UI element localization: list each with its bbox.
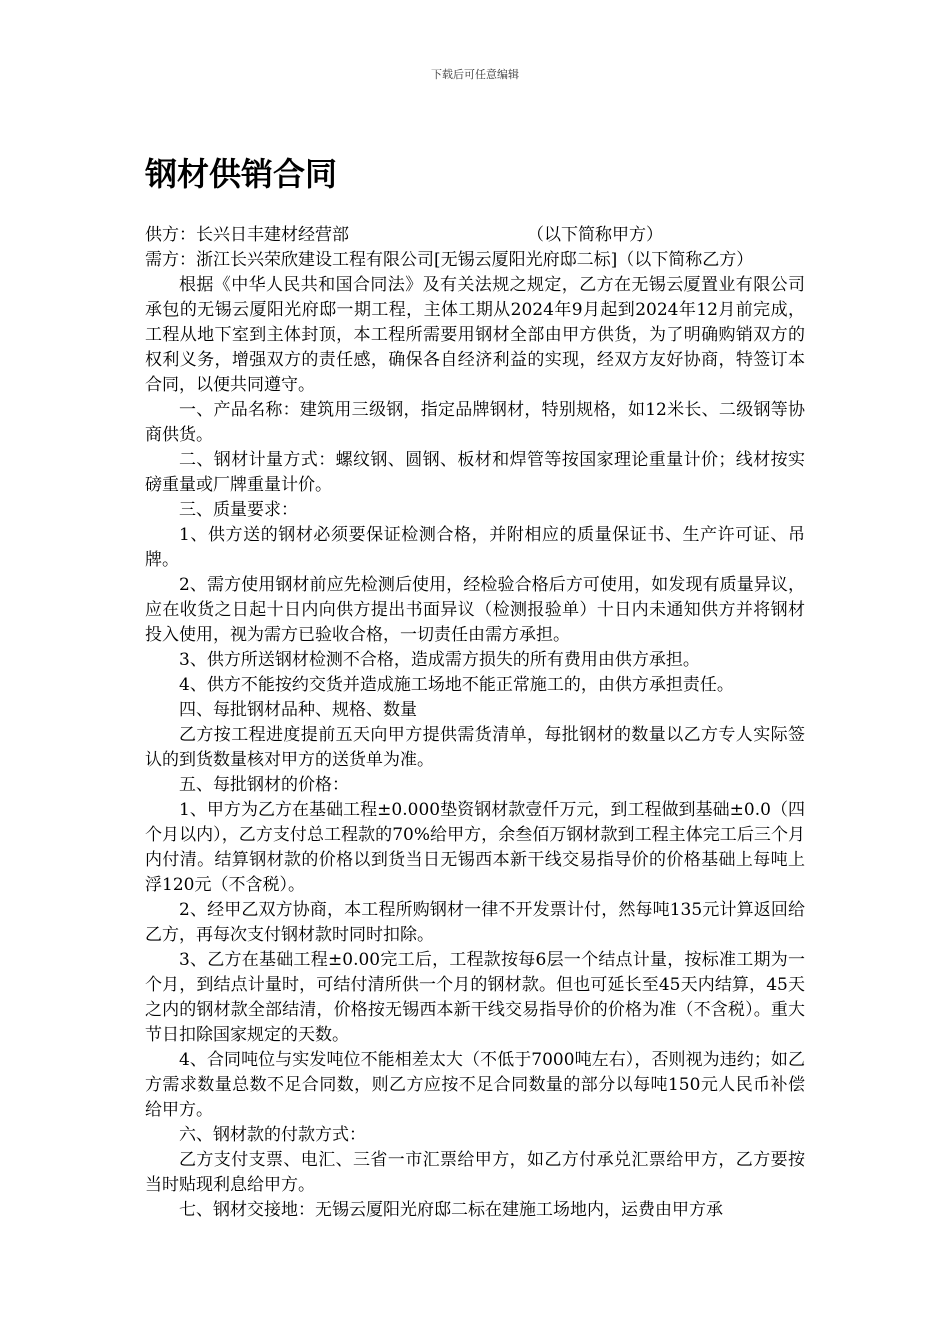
supplier-name: 供方：长兴日丰建材经营部 [145,225,349,245]
supplier-line [145,223,805,248]
clause-quality-heading: 三、质量要求： [179,500,298,520]
preamble-paragraph: 根据《中华人民共和国合同法》及有关法规之规定，乙方在无锡云厦置业有限公司承包的无锡云厦阳光府邸一期工程，主体工期从2024年9月起到2024年12月前完成，工程从地下室到主体封顶，本工程所需要用钢材全部由甲方供货，为了明确购销双方的权利义务，增强双方的责任感，确保各自经济利益的实现，经双方友好协商，特签订本合同，以便共同遵守。 [145,275,805,395]
buyer-line: 需方：浙江长兴荣欣建设工程有限公司[无锡云厦阳光府邸二标]（以下简称乙方） [145,250,754,270]
clause-quality-item-3: 3、供方所送钢材检测不合格，造成需方损失的所有费用由供方承担。 [179,650,700,670]
clause-product-name: 一、产品名称：建筑用三级钢，指定品牌钢材，特别规格，如12米长、二级钢等协商供货。 [145,400,805,445]
clause-price-item-1: 1、甲方为乙方在基础工程±0.000垫资钢材款壹仟万元，到工程做到基础±0.0（四个月以内），乙方支付总工程款的70%给甲方，余叁佰万钢材款到工程主体完工后三个月内付清。结算钢材款的价格以到货当日无锡西本新干线交易指导价的价格基础上每吨上浮120元（不含税）。 [145,800,805,895]
document-title: 钢材供销合同 [145,155,338,193]
clause-price-item-3: 3、乙方在基础工程±0.00完工后，工程款按每6层一个结点计量，按标准工期为一个月，到结点计量时，可结付清所供一个月的钢材款。但也可延长至45天内结算，45天之内的钢材款全部结清，价格按无锡西本新干线交易指导价的价格为准（不含税）。重大节日扣除国家规定的天数。 [145,950,805,1045]
clause-price-heading: 五、每批钢材的价格： [179,775,349,795]
page-header-note: 下载后可任意编辑 [431,68,519,81]
clause-payment-heading: 六、钢材款的付款方式： [179,1125,366,1145]
clause-quality-item-2: 2、需方使用钢材前应先检测后使用，经检验合格后方可使用，如发现有质量异议，应在收货之日起十日内向供方提出书面异议（检测报验单）十日内未通知供方并将钢材投入使用，视为需方已验收合格，一切责任由需方承担。 [145,575,805,645]
clause-payment-text: 乙方支付支票、电汇、三省一市汇票给甲方，如乙方付承兑汇票给甲方，乙方要按当时贴现利息给甲方。 [145,1150,805,1195]
clause-measurement: 二、钢材计量方式：螺纹钢、圆钢、板材和焊管等按国家理论重量计价；线材按实磅重量或厂牌重量计价。 [145,450,805,495]
clause-quality-item-4: 4、供方不能按约交货并造成施工场地不能正常施工的，由供方承担责任。 [179,675,734,695]
clause-price-item-4: 4、合同吨位与实发吨位不能相差太大（不低于7000吨左右），否则视为违约；如乙方需求数量总数不足合同数，则乙方应按不足合同数量的部分以每吨150元人民币补偿给甲方。 [145,1050,805,1120]
clause-price-item-2: 2、经甲乙双方协商，本工程所购钢材一律不开发票计付，然每吨135元计算返回给乙方，再每次支付钢材款时同时扣除。 [145,900,805,945]
contract-body [145,223,805,1223]
supplier-alias: （以下简称甲方） [527,225,663,245]
clause-delivery: 七、钢材交接地：无锡云厦阳光府邸二标在建施工场地内，运费由甲方承 [179,1200,723,1220]
clause-quality-item-1: 1、供方送的钢材必须要保证检测合格，并附相应的质量保证书、生产许可证、吊牌。 [145,525,805,570]
clause-batch-text: 乙方按工程进度提前五天向甲方提供需货清单，每批钢材的数量以乙方专人实际签认的到货数量核对甲方的送货单为准。 [145,725,805,770]
clause-batch-heading: 四、每批钢材品种、规格、数量 [179,700,417,720]
